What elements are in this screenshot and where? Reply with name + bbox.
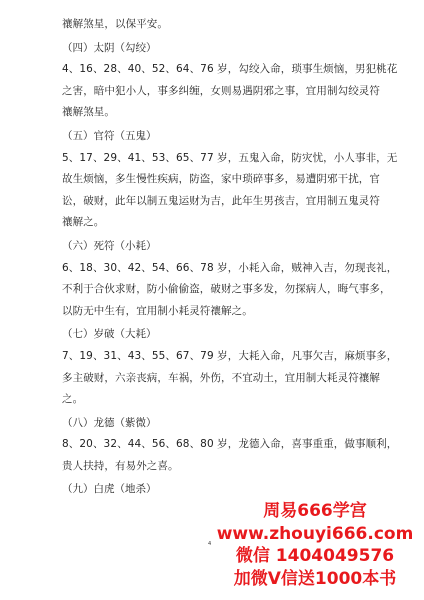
section-heading-9: （九）白虎（地杀） bbox=[62, 483, 157, 496]
text-line: 6、18、30、42、54、66、78 岁，小耗入命，贼神入吉，勿现丧礼， bbox=[62, 261, 398, 274]
watermark-title: 周易666学宫 bbox=[263, 501, 367, 521]
text-line: 之害，暗中犯小人，事多纠缠，女则易遇阴邪之事，宜用制勾绞灵符 bbox=[62, 84, 380, 97]
text-line: 8、20、32、44、56、68、80 岁，龙德入命，喜事重重，做事顺利， bbox=[62, 438, 398, 451]
watermark bbox=[210, 500, 420, 590]
watermark-wechat: 微信 1404049576 bbox=[235, 546, 395, 566]
section-heading-6: （六）死符（小耗） bbox=[62, 239, 157, 252]
section-heading-8: （八）龙德（紫微） bbox=[62, 416, 157, 429]
text-line: 之。 bbox=[62, 393, 84, 406]
text-line: 禳解煞星。 bbox=[62, 106, 115, 119]
watermark-promo: 加微V信送1000本书 bbox=[233, 568, 397, 589]
text-line: 讼，破财，此年以制五鬼运财为吉，此年生男孩吉，宜用制五鬼灵符 bbox=[62, 194, 380, 207]
document-body bbox=[62, 14, 398, 501]
watermark-url: www.zhouyi666.com bbox=[216, 523, 414, 544]
text-line: 多主破财，六亲丧病，车祸，外伤，不宜动土，宜用制大耗灵符禳解 bbox=[62, 371, 380, 384]
page-number: 4 bbox=[208, 541, 212, 547]
section-heading-7: （七）岁破（大耗） bbox=[62, 328, 157, 341]
text-line: 5、17、29、41、53、65、77 岁，五鬼入命，防灾忧，小人事非，无 bbox=[62, 151, 398, 164]
text-line: 7、19、31、43、55、67、79 岁，大耗入命，凡事欠吉，麻烦事多， bbox=[62, 349, 398, 362]
text-line: 以防无中生有，宜用制小耗灵符禳解之。 bbox=[62, 304, 253, 317]
section-heading-5: （五）官符（五鬼） bbox=[62, 129, 157, 142]
text-line: 不利于合伙求财，防小偷偷盗，破财之事多发，勿探病人，晦气事多， bbox=[62, 283, 391, 296]
text-line: 禳解煞星，以保平安。 bbox=[62, 18, 168, 30]
text-line: 禳解之。 bbox=[62, 216, 105, 229]
text-line: 故生烦恼，多生慢性疾病，防盗，家中琐碎事多，易遭阴邪干扰，官 bbox=[62, 173, 380, 186]
text-line: 贵人扶持，有易外之喜。 bbox=[62, 459, 179, 472]
section-heading-4: （四）太阴（勾绞） bbox=[62, 41, 157, 54]
text-line: 4、16、28、40、52、64、76 岁，勾绞入命，琐事生烦恼，男犯桃花 bbox=[62, 63, 398, 76]
